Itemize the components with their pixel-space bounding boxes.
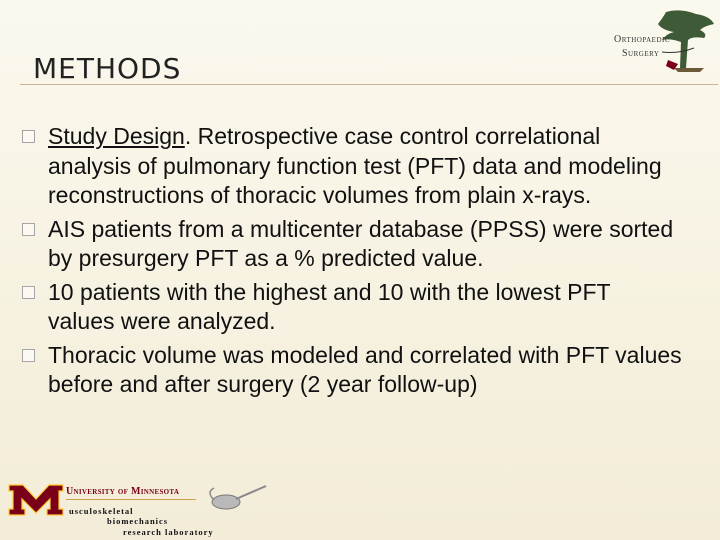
logo-line2: Surgery: [622, 48, 660, 59]
lab-name-line3: research laboratory: [123, 527, 214, 537]
bullet-text: Thoracic volume was modeled and correlated with PFT values before and after surgery (2 year follow-up): [48, 341, 682, 397]
logo-line1: Orthopaedic: [614, 34, 670, 45]
bullet-text: . Retrospective case control correlational analysis of pulmonary function test (PFT) data and modeling reconstructions of thoracic volumes from plain x-rays.: [48, 123, 662, 208]
square-bullet-icon: [22, 130, 35, 143]
title-divider: [20, 84, 718, 85]
university-m-icon: [7, 483, 65, 517]
bullet-lead: Study Design: [48, 123, 185, 149]
bullet-item: [22, 215, 682, 274]
lab-name-line2: biomechanics: [107, 516, 169, 526]
lab-name-line1: usculoskeletal: [69, 506, 134, 516]
square-bullet-icon: [22, 286, 35, 299]
orthopaedic-surgery-logo: [604, 8, 720, 78]
bullet-item: [22, 122, 682, 211]
footer-logo: [0, 478, 270, 540]
square-bullet-icon: [22, 223, 35, 236]
footer-divider: [66, 499, 196, 500]
bullet-text: AIS patients from a multicenter database (PPSS) were sorted by presurgery PFT as a % predicted value.: [48, 215, 674, 271]
slide-title: METHODS: [33, 52, 182, 85]
bullet-item: [22, 341, 682, 400]
bullet-text: 10 patients with the highest and 10 with the lowest PFT values were analyzed.: [48, 278, 611, 334]
bullet-list: [22, 122, 682, 404]
square-bullet-icon: [22, 349, 35, 362]
oil-can-icon: [196, 482, 268, 512]
bullet-item: [22, 278, 682, 337]
university-name: University of Minnesota: [66, 486, 180, 497]
